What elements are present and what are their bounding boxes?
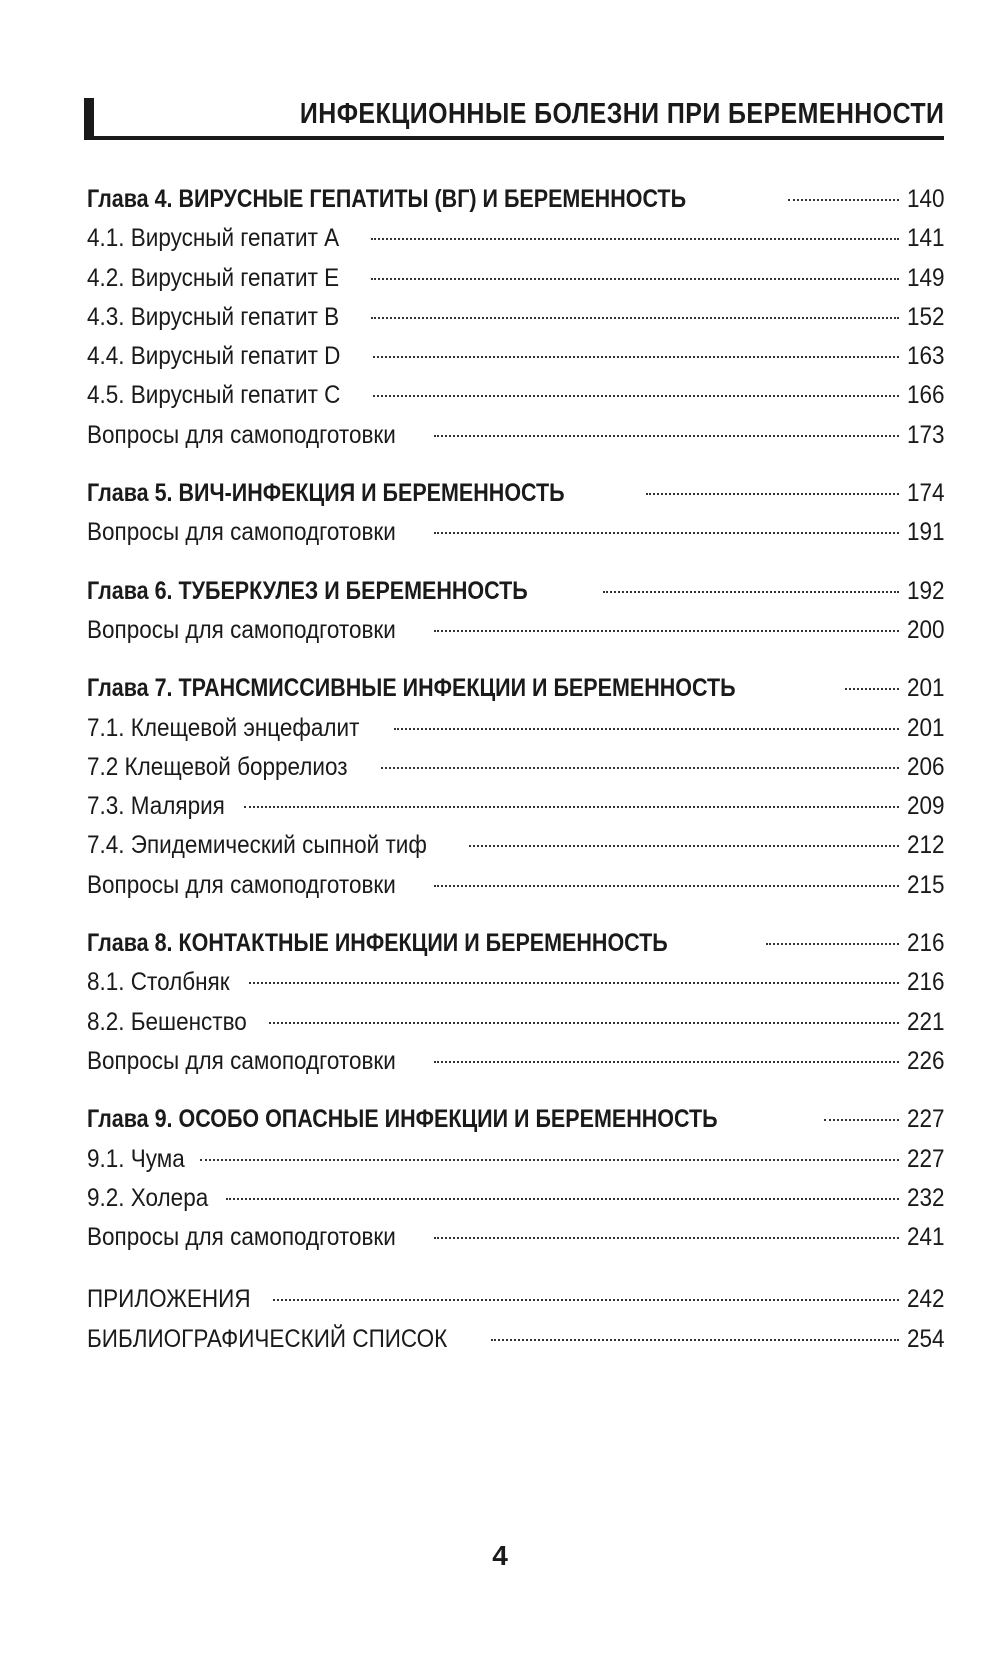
toc-entry-title: Глава 4. ВИРУСНЫЕ ГЕПАТИТЫ (ВГ) И БЕРЕМЕННОСТЬ <box>87 185 687 213</box>
toc-chapter-entry <box>87 1100 943 1139</box>
toc-entry-title: Вопросы для самоподготовки <box>87 420 396 449</box>
toc-entry-page: 216 <box>907 968 945 997</box>
toc-entry-page: 212 <box>907 831 945 860</box>
toc-entry-page: 140 <box>907 185 945 213</box>
table-of-contents <box>87 180 943 1378</box>
toc-entry-title: 4.4. Вирусный гепатит D <box>87 342 341 371</box>
dot-leader <box>824 1119 899 1121</box>
toc-entry-title: 4.1. Вирусный гепатит А <box>87 224 340 253</box>
toc-section-entry <box>87 1280 943 1319</box>
toc-entry-page: 227 <box>907 1105 945 1134</box>
toc-section-entry <box>87 787 943 826</box>
toc-section-entry <box>87 416 943 455</box>
dot-leader <box>603 591 899 593</box>
toc-entry-page: 227 <box>907 1144 945 1173</box>
dot-leader <box>371 238 899 240</box>
toc-section-entry <box>87 748 943 787</box>
toc-entry-title: 7.4. Эпидемический сыпной тиф <box>87 831 427 860</box>
toc-entry-page: 163 <box>907 342 945 371</box>
toc-entry-title: 8.2. Бешенство <box>87 1007 247 1036</box>
dot-leader <box>249 982 899 984</box>
dot-leader <box>434 532 899 534</box>
toc-chapter-entry <box>87 474 943 513</box>
dot-leader <box>766 943 899 945</box>
toc-section-entry <box>87 219 943 258</box>
toc-chapter-entry <box>87 180 943 219</box>
dot-leader <box>269 1022 899 1024</box>
toc-section-entry <box>87 1179 943 1218</box>
dot-leader <box>381 767 899 769</box>
toc-entry-page: 166 <box>907 381 945 410</box>
dot-leader <box>788 199 899 201</box>
dot-leader <box>845 688 899 690</box>
toc-entry-title: 9.2. Холера <box>87 1183 209 1212</box>
toc-entry-title: Глава 8. КОНТАКТНЫЕ ИНФЕКЦИИ И БЕРЕМЕННОСТЬ <box>87 929 668 958</box>
page-number: 4 <box>492 1540 508 1571</box>
toc-group <box>87 572 943 651</box>
toc-section-entry <box>87 866 943 905</box>
toc-chapter-entry <box>87 669 943 708</box>
dot-leader <box>371 317 899 319</box>
toc-section-entry <box>87 1140 943 1179</box>
dot-leader <box>226 1198 899 1200</box>
dot-leader <box>434 1237 899 1239</box>
toc-section-entry <box>87 513 943 552</box>
dot-leader <box>373 395 899 397</box>
toc-section-entry <box>87 298 943 337</box>
dot-leader <box>434 630 899 632</box>
toc-entry-page: 215 <box>907 870 945 899</box>
toc-section-entry <box>87 963 943 1002</box>
toc-section-entry <box>87 826 943 865</box>
dot-leader <box>434 885 899 887</box>
toc-entry-page: 254 <box>907 1324 945 1353</box>
dot-leader <box>371 278 899 280</box>
toc-group <box>87 474 943 553</box>
toc-entry-page: 241 <box>907 1223 945 1252</box>
dot-leader <box>434 435 899 437</box>
toc-section-entry <box>87 337 943 376</box>
toc-entry-title: Глава 6. ТУБЕРКУЛЕЗ И БЕРЕМЕННОСТЬ <box>87 576 528 605</box>
toc-entry-page: 209 <box>907 792 945 821</box>
toc-entry-title: Вопросы для самоподготовки <box>87 615 396 644</box>
toc-entry-page: 173 <box>907 420 945 449</box>
toc-section-entry <box>87 611 943 650</box>
toc-section-entry <box>87 709 943 748</box>
dot-leader <box>373 356 899 358</box>
dot-leader <box>244 806 899 808</box>
toc-entry-title: Глава 5. ВИЧ-ИНФЕКЦИЯ И БЕРЕМЕННОСТЬ <box>87 479 565 508</box>
toc-entry-title: Глава 9. ОСОБО ОПАСНЫЕ ИНФЕКЦИИ И БЕРЕМЕННОСТЬ <box>87 1105 718 1134</box>
dot-leader <box>646 493 899 495</box>
toc-entry-title: 4.3. Вирусный гепатит В <box>87 302 340 331</box>
dot-leader <box>491 1339 899 1341</box>
toc-entry-title: Вопросы для самоподготовки <box>87 1046 396 1075</box>
toc-section-entry <box>87 1218 943 1257</box>
toc-entry-title: 7.2 Клещевой боррелиоз <box>87 752 348 781</box>
toc-entry-page: 191 <box>907 518 945 547</box>
toc-section-entry <box>87 376 943 415</box>
toc-chapter-entry <box>87 572 943 611</box>
running-header-title: ИНФЕКЦИОННЫЕ БОЛЕЗНИ ПРИ БЕРЕМЕННОСТИ <box>299 98 944 130</box>
toc-entry-page: 221 <box>907 1007 945 1036</box>
toc-entry-page: 206 <box>907 752 945 781</box>
dot-leader <box>469 845 899 847</box>
toc-entry-page: 201 <box>907 713 945 742</box>
toc-entry-page: 232 <box>907 1183 945 1212</box>
toc-chapter-entry <box>87 924 943 963</box>
toc-entry-page: 226 <box>907 1046 945 1075</box>
toc-section-entry <box>87 1003 943 1042</box>
toc-entry-page: 149 <box>907 263 945 292</box>
toc-entry-title: БИБЛИОГРАФИЧЕСКИЙ СПИСОК <box>87 1324 448 1353</box>
toc-group <box>87 924 943 1081</box>
toc-section-entry <box>87 1320 943 1359</box>
toc-entry-title: 8.1. Столбняк <box>87 968 230 997</box>
toc-entry-title: Вопросы для самоподготовки <box>87 518 396 547</box>
header-marker-bar <box>84 98 94 136</box>
toc-group <box>87 1100 943 1257</box>
toc-entry-page: 216 <box>907 929 945 958</box>
toc-group <box>87 669 943 905</box>
toc-entry-title: 4.2. Вирусный гепатит Е <box>87 263 340 292</box>
toc-entry-page: 192 <box>907 576 945 605</box>
toc-section-entry <box>87 1042 943 1081</box>
toc-entry-page: 141 <box>907 224 945 253</box>
toc-entry-page: 242 <box>907 1285 945 1314</box>
toc-group <box>87 180 943 455</box>
toc-entry-title: Глава 7. ТРАНСМИССИВНЫЕ ИНФЕКЦИИ И БЕРЕМЕННОСТЬ <box>87 674 736 703</box>
toc-entry-title: Вопросы для самоподготовки <box>87 1223 396 1252</box>
running-header <box>84 96 944 140</box>
toc-section-entry <box>87 259 943 298</box>
toc-entry-page: 152 <box>907 302 945 331</box>
dot-leader <box>434 1061 899 1063</box>
toc-entry-title: 7.3. Малярия <box>87 792 225 821</box>
toc-entry-page: 201 <box>907 674 945 703</box>
toc-group <box>87 1280 943 1359</box>
toc-entry-title: Вопросы для самоподготовки <box>87 870 396 899</box>
toc-entry-page: 174 <box>907 479 945 508</box>
dot-leader <box>200 1159 899 1161</box>
dot-leader <box>394 728 899 730</box>
toc-entry-title: ПРИЛОЖЕНИЯ <box>87 1285 251 1314</box>
toc-entry-title: 7.1. Клещевой энцефалит <box>87 713 360 742</box>
toc-entry-title: 4.5. Вирусный гепатит С <box>87 381 341 410</box>
dot-leader <box>273 1299 899 1301</box>
toc-entry-page: 200 <box>907 615 945 644</box>
toc-entry-title: 9.1. Чума <box>87 1144 185 1173</box>
